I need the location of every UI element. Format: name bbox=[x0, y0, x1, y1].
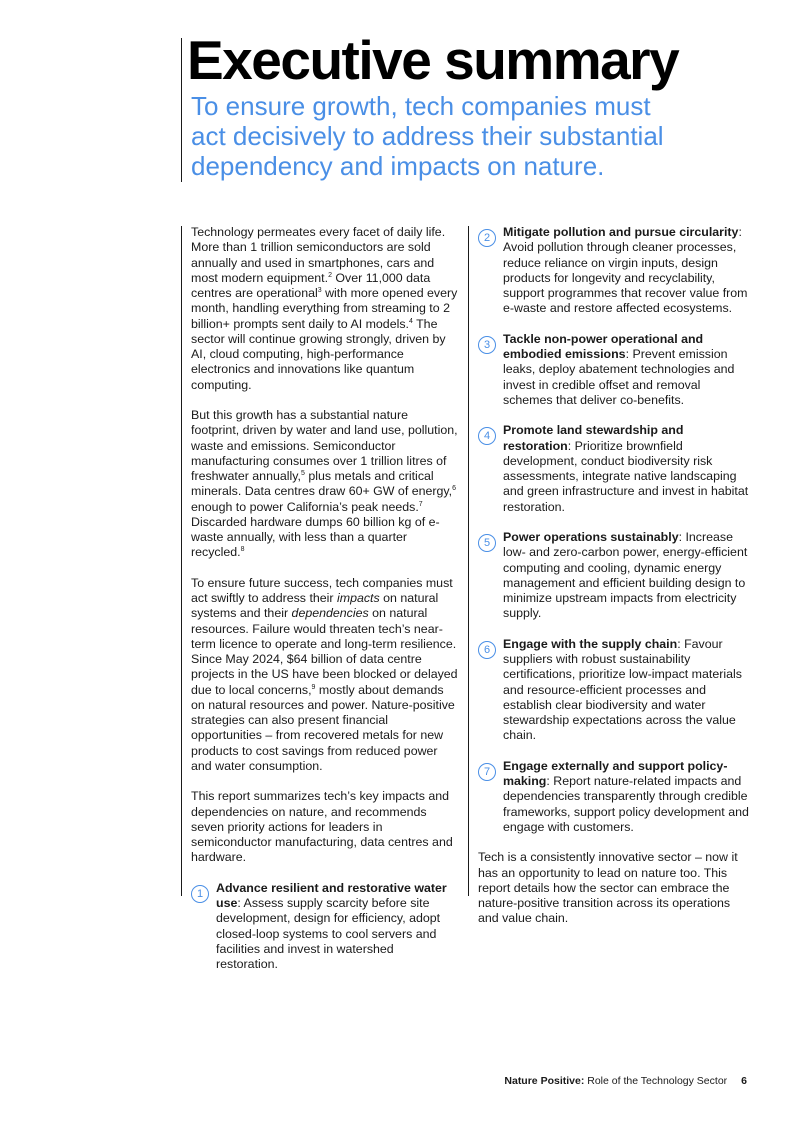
intro-paragraph: Technology permeates every facet of daily life. More than 1 trillion semiconductors are sold annually and used in smartphones, cars and most modern equipment.$^2$ Over 11,000 data centres are operational$^3$ with more opened every month, handling everything from streaming to 2 billion+ prompts sent daily to AI models.$^4$ The sector will continue growing strongly, driven by AI, cloud computing, high-performance electronics and innovations like quantum computing. bbox=[191, 225, 458, 392]
action-item: 6 Engage with the supply chain: Favour suppliers with robust sustainability certifications, prioritize low-impact materials and resource-efficient processes and establish clear biodiversity and water stewardship expectations across the value chain. bbox=[478, 637, 750, 744]
number-badge: 6 bbox=[478, 641, 496, 659]
title-rule bbox=[181, 38, 182, 182]
action-item: 4 Promote land stewardship and restoration: Prioritize brownfield development, conduct biodiversity risk assessments, integrate native landscaping and green infrastructure and invest in habitat restoration. bbox=[478, 423, 750, 515]
page-footer bbox=[504, 1075, 747, 1087]
right-column-rule bbox=[468, 226, 469, 896]
number-badge: 7 bbox=[478, 763, 496, 781]
number-badge: 3 bbox=[478, 336, 496, 354]
left-column bbox=[191, 225, 459, 988]
footprint-paragraph: But this growth has a substantial nature footprint, driven by water and land use, pollution, waste and emissions. Semiconductor manufacturing consumes over 1 trillion litres of freshwater annually,$^5$ plus metals and critical minerals. Data centres draw 60+ GW of energy,$^6$ enough to power California’s peak needs.$^7$ Discarded hardware dumps 60 billion kg of e-waste annually, with less than a quarter recycled.$^8$ bbox=[191, 408, 458, 560]
report-name-bold: Nature Positive: bbox=[504, 1075, 585, 1087]
number-badge: 2 bbox=[478, 229, 496, 247]
number-badge: 5 bbox=[478, 534, 496, 552]
action-item: 7 Engage externally and support policy-making: Report nature-related impacts and dependencies transparently through credible frameworks, support policy development and engage with customers. bbox=[478, 759, 750, 835]
action-item: 1 Advance resilient and restorative water use: Assess supply scarcity before site development, design for efficiency, adopt closed-loop systems to cool servers and facilities and invest in watershed restoration. bbox=[191, 881, 459, 973]
action-item: 5 Power operations sustainably: Increase low- and zero-carbon power, energy-efficient computing and cooling, dynamic energy management and efficient building design to minimize upstream impacts from electricity supply. bbox=[478, 530, 750, 622]
number-badge: 1 bbox=[191, 885, 209, 903]
closing-paragraph: Tech is a consistently innovative sector – now it has an opportunity to lead on nature too. This report details how the sector can embrace the nature-positive transition across its operations and value chain. bbox=[478, 850, 738, 926]
action-item: 2 Mitigate pollution and pursue circularity: Avoid pollution through cleaner processes, reduce reliance on virgin inputs, design products for longevity and recyclability, support programmes that recover value from e-waste and restore affected ecosystems. bbox=[478, 225, 750, 317]
future-paragraph: To ensure future success, tech companies must act swiftly to address their impacts on natural systems and their dependencies on natural resources. Failure would threaten tech’s near-term licence to operate and long-term resilience. Since May 2024, $64 billion of data centre projects in the US have been blocked or delayed due to local concerns,$^9$ mostly about demands on natural resources and power. Nature-positive strategies can also present financial opportunities – from recovered metals for new products to cost savings from reduced power and water consumption. bbox=[191, 575, 458, 773]
left-column-rule bbox=[181, 226, 182, 896]
number-badge: 4 bbox=[478, 427, 496, 445]
report-name: Role of the Technology Sector bbox=[584, 1075, 728, 1087]
page-number: 6 bbox=[741, 1075, 747, 1087]
page-title: Executive summary bbox=[187, 29, 679, 91]
right-column bbox=[478, 225, 750, 942]
page-subtitle: To ensure growth, tech companies must act decisively to address their substantial dependency and impacts on nature. bbox=[191, 91, 664, 182]
summary-paragraph: This report summarizes tech’s key impacts and dependencies on nature, and recommends seven priority actions for leaders in semiconductor manufacturing, data centres and hardware. bbox=[191, 789, 453, 865]
action-item: 3 Tackle non-power operational and embodied emissions: Prevent emission leaks, deploy abatement technologies and invest in credible offset and removal schemes that deliver co-benefits. bbox=[478, 332, 750, 408]
